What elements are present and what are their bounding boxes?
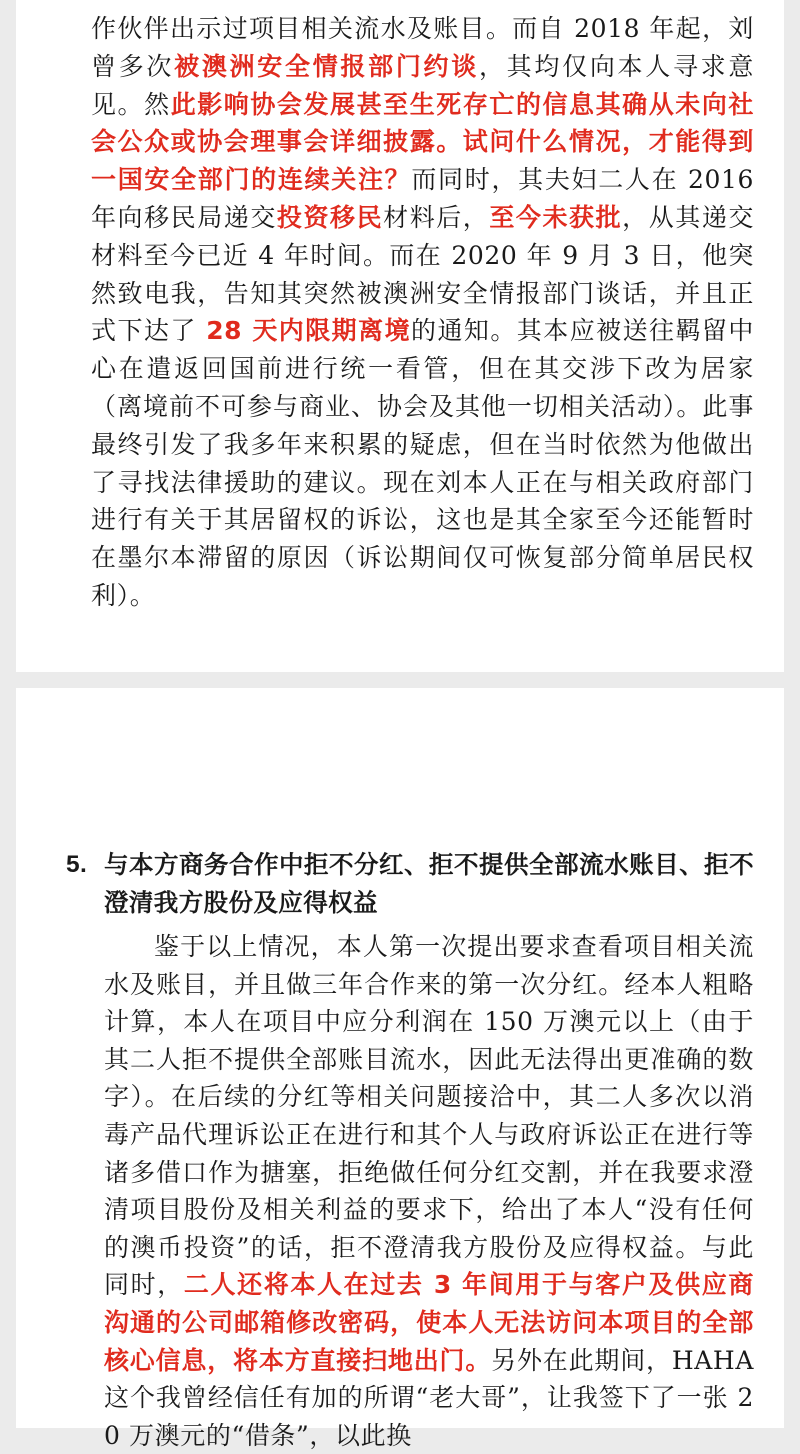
document-page-2 (16, 688, 784, 1450)
text-run: 的通知。其本应被送往羁留中心在遣返回国前进行统一看管，但在其交涉下改为居家（离境前不可参与商业、协会及其他一切相关活动）。此事最终引发了我多年来积累的疑虑，但在当时依然为他做出了寻找法律援助的建议。现在刘本人正在与相关政府部门进行有关于其居留权的诉讼，这也是其全家至今还能暂时在墨尔本滞留的原因（诉讼期间仅可恢复部分简单居民权利）。 (91, 316, 754, 610)
highlighted-text-run: 此影响协会发展甚至生死存亡的信息其确从未向社会公众或协会理事会详细披露。试问什么情况，才能得到一国安全部门的连续关注？ (91, 89, 755, 195)
section-number: 5. (66, 851, 88, 878)
section-title: 与本方商务合作中拒不分红、拒不提供全部流水账目、拒不澄清我方股份及应得权益 (104, 850, 754, 917)
text-run: ，从其递交材料至今已近 4 年时间。而在 2020 年 9 月 3 日，他突然致电我，告知其突然被澳洲安全情报部门谈话，并且正式下达了 (91, 202, 754, 346)
highlighted-text-run: 被澳洲安全情报部门约谈 (174, 51, 479, 81)
highlighted-text-run: 28 天内限期离境 (206, 316, 412, 346)
body-paragraph-2 (66, 928, 754, 1454)
text-run: 作伙伴出示过项目相关流水及账目。而自 2018 年起，刘曾多次 (91, 14, 754, 81)
text-run: 鉴于以上情况，本人第一次提出要求查看项目相关流水及账目，并且做三年合作来的第一次分红。经本人粗略计算，本人在项目中应分利润在 150 万澳元以上（由于其二人拒不提供全部账目流水，因此无法得出更准确的数字）。在后续的分红等相关问题接洽中，其二人多次以消毒产品代理诉讼正在进行和其个人与政府诉讼正在进行等诸多借口作为搪塞，拒绝做任何分红交割，并在我要求澄清项目股份及相关利益的要求下，给出了本人“没有任何的澳币投资”的话，拒不澄清我方股份及应得权益。与此同时， (104, 932, 754, 1300)
document-page-1 (16, 0, 784, 672)
text-run: 材料后， (383, 202, 490, 232)
highlighted-text-run: 二人还将本人在过去 3 年间用于与客户及供应商沟通的公司邮箱修改密码，使本人无法访问本项目的全部核心信息，将本方直接扫地出门。 (104, 1270, 754, 1375)
text-run: ，其均仅向本人寻求意见。然 (91, 51, 754, 119)
section-heading (66, 846, 754, 922)
body-paragraph-1 (91, 10, 754, 615)
text-run: 另外在此期间，HAHA 这个我曾经信任有加的所谓“老大哥”，让我签下了一张 20 万澳元的“借条”，以此换 (104, 1345, 754, 1450)
highlighted-text-run: 至今未获批 (489, 202, 623, 232)
text-run: 而同时，其夫妇二人在 2016 年向移民局递交 (91, 165, 754, 232)
highlighted-text-run: 投资移民 (276, 202, 384, 232)
